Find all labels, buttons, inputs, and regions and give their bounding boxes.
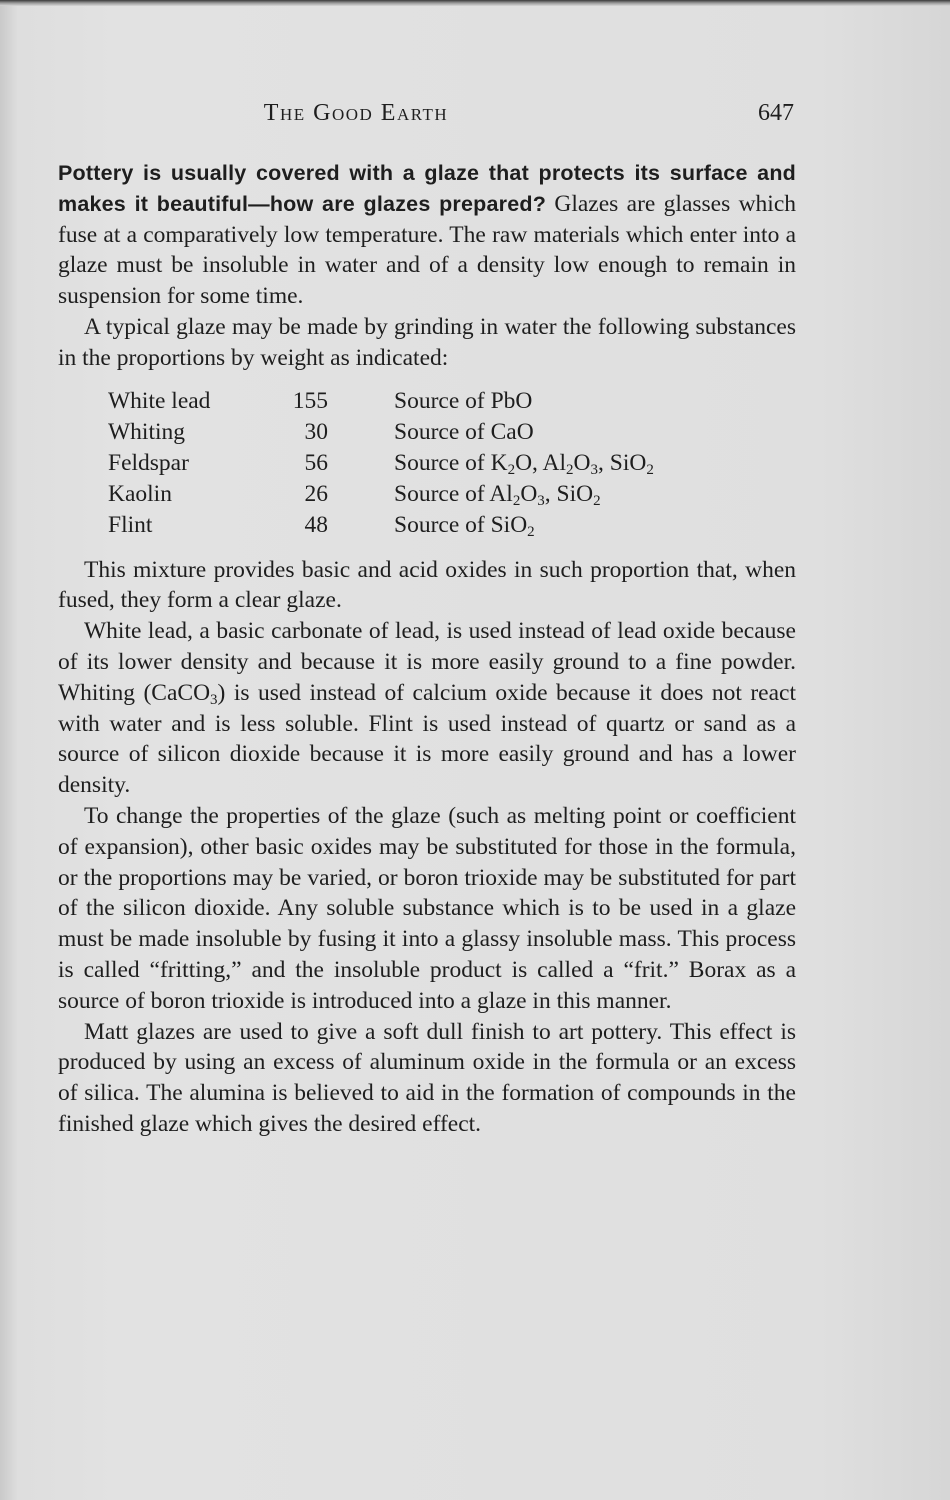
material-weight: 48 [304, 511, 328, 538]
formula-part: O [573, 449, 591, 476]
running-title: The Good Earth [263, 100, 449, 126]
material-weight: 56 [304, 449, 328, 476]
source-label: Source of [394, 511, 485, 538]
paragraph-mixture: This mixture provides basic and acid oxides in such proportion that, when fused, they form a clear glaze. [58, 556, 796, 614]
source-formula [491, 419, 534, 445]
material-weight: 30 [304, 418, 328, 445]
formula-subscript: 2 [512, 492, 521, 509]
paragraph-text: ) is used instead of calcium oxide because it does not react with water and is less soluble. Flint is used instead of quartz or sand as a source of silicon dioxide because it is more easily ground and has a lower density. [58, 679, 796, 799]
formula-part: Al [489, 480, 513, 507]
formula-part: PbO [490, 387, 533, 414]
material-name: White lead [108, 387, 211, 414]
material-row [108, 479, 774, 510]
paragraph-text: Glazes are glasses which fuse at a comparatively low temperature. The raw materials which enter into a glaze must be insoluble in water and of a density low enough to remain in suspension for some time. [58, 190, 796, 310]
material-row [108, 386, 774, 417]
material-row [108, 417, 774, 448]
page-top-edge [0, 0, 950, 6]
page-number: 647 [758, 100, 794, 126]
source-label: Source of [394, 480, 485, 507]
formula-part: CaO [490, 418, 534, 445]
paragraph-matt-glazes: Matt glazes are used to give a soft dull finish to art pottery. This effect is produced by using an excess of aluminum oxide in the formula or an excess of silica. The alumina is believed to aid in the formation of compounds in the finished glaze which gives the desired effect. [58, 1018, 796, 1137]
formula-subscript: 3 [590, 461, 598, 478]
formula-part: O [520, 480, 538, 507]
source-label: Source of [394, 449, 485, 476]
formula-subscript: 2 [646, 461, 654, 478]
paragraph-white-lead [58, 616, 796, 801]
material-row [108, 510, 774, 541]
material-weight: 155 [292, 387, 328, 414]
material-row [108, 448, 774, 479]
formula-part: , SiO [544, 480, 594, 507]
body-text [58, 158, 796, 1140]
material-name: Whiting [108, 418, 186, 445]
material-source [394, 448, 774, 479]
material-weight: 26 [304, 480, 328, 507]
formula-part: SiO [490, 511, 528, 538]
glaze-materials-table [108, 386, 774, 541]
formula-subscript: 2 [566, 461, 574, 478]
formula-subscript: 3 [537, 492, 545, 509]
material-source [394, 417, 774, 448]
material-source [394, 479, 774, 510]
material-name: Flint [108, 511, 153, 538]
source-formula [491, 388, 533, 414]
bold-lead-question: Pottery is usually covered with a glaze that protects its surface and makes it beautiful—how are glazes prepared? [58, 161, 796, 216]
material-name: Kaolin [108, 480, 172, 507]
formula-part: O, Al [515, 449, 567, 476]
material-source [394, 386, 774, 417]
running-header [58, 100, 794, 132]
subscript: 3 [210, 691, 218, 708]
source-formula [489, 481, 600, 507]
source-formula [491, 512, 535, 538]
material-source [394, 510, 774, 541]
formula-subscript: 2 [507, 461, 516, 478]
material-name: Feldspar [108, 449, 189, 476]
formula-part: , SiO [598, 449, 647, 476]
formula-part: K [490, 449, 508, 476]
formula-subscript: 2 [593, 492, 601, 509]
source-label: Source of [394, 387, 485, 414]
paragraph-change-properties: To change the properties of the glaze (such as melting point or coefficient of expansion), other basic oxides may be substituted for those in the formula, or the proportions may be varied, or boron trioxide may be substituted for part of the silicon dioxide. Any soluble substance which is to be used in a glaze must be made insoluble by fusing it into a glassy insoluble mass. This process is called “fritting,” and the insoluble product is called a “frit.” Borax as a source of boron trioxide is introduced into a glaze in this manner. [58, 802, 796, 1014]
paragraph-glazes-intro [58, 158, 796, 312]
paragraph-text: White lead, a basic carbonate of lead, is used instead of lead oxide because of its lower density and because it is more easily ground to a fine powder. Whiting (CaCO [58, 618, 796, 706]
formula-subscript: 2 [527, 523, 535, 540]
paragraph-typical-glaze: A typical glaze may be made by grinding in water the following substances in the proportions by weight as indicated: [58, 313, 796, 371]
source-formula [491, 450, 654, 476]
source-label: Source of [394, 418, 485, 445]
